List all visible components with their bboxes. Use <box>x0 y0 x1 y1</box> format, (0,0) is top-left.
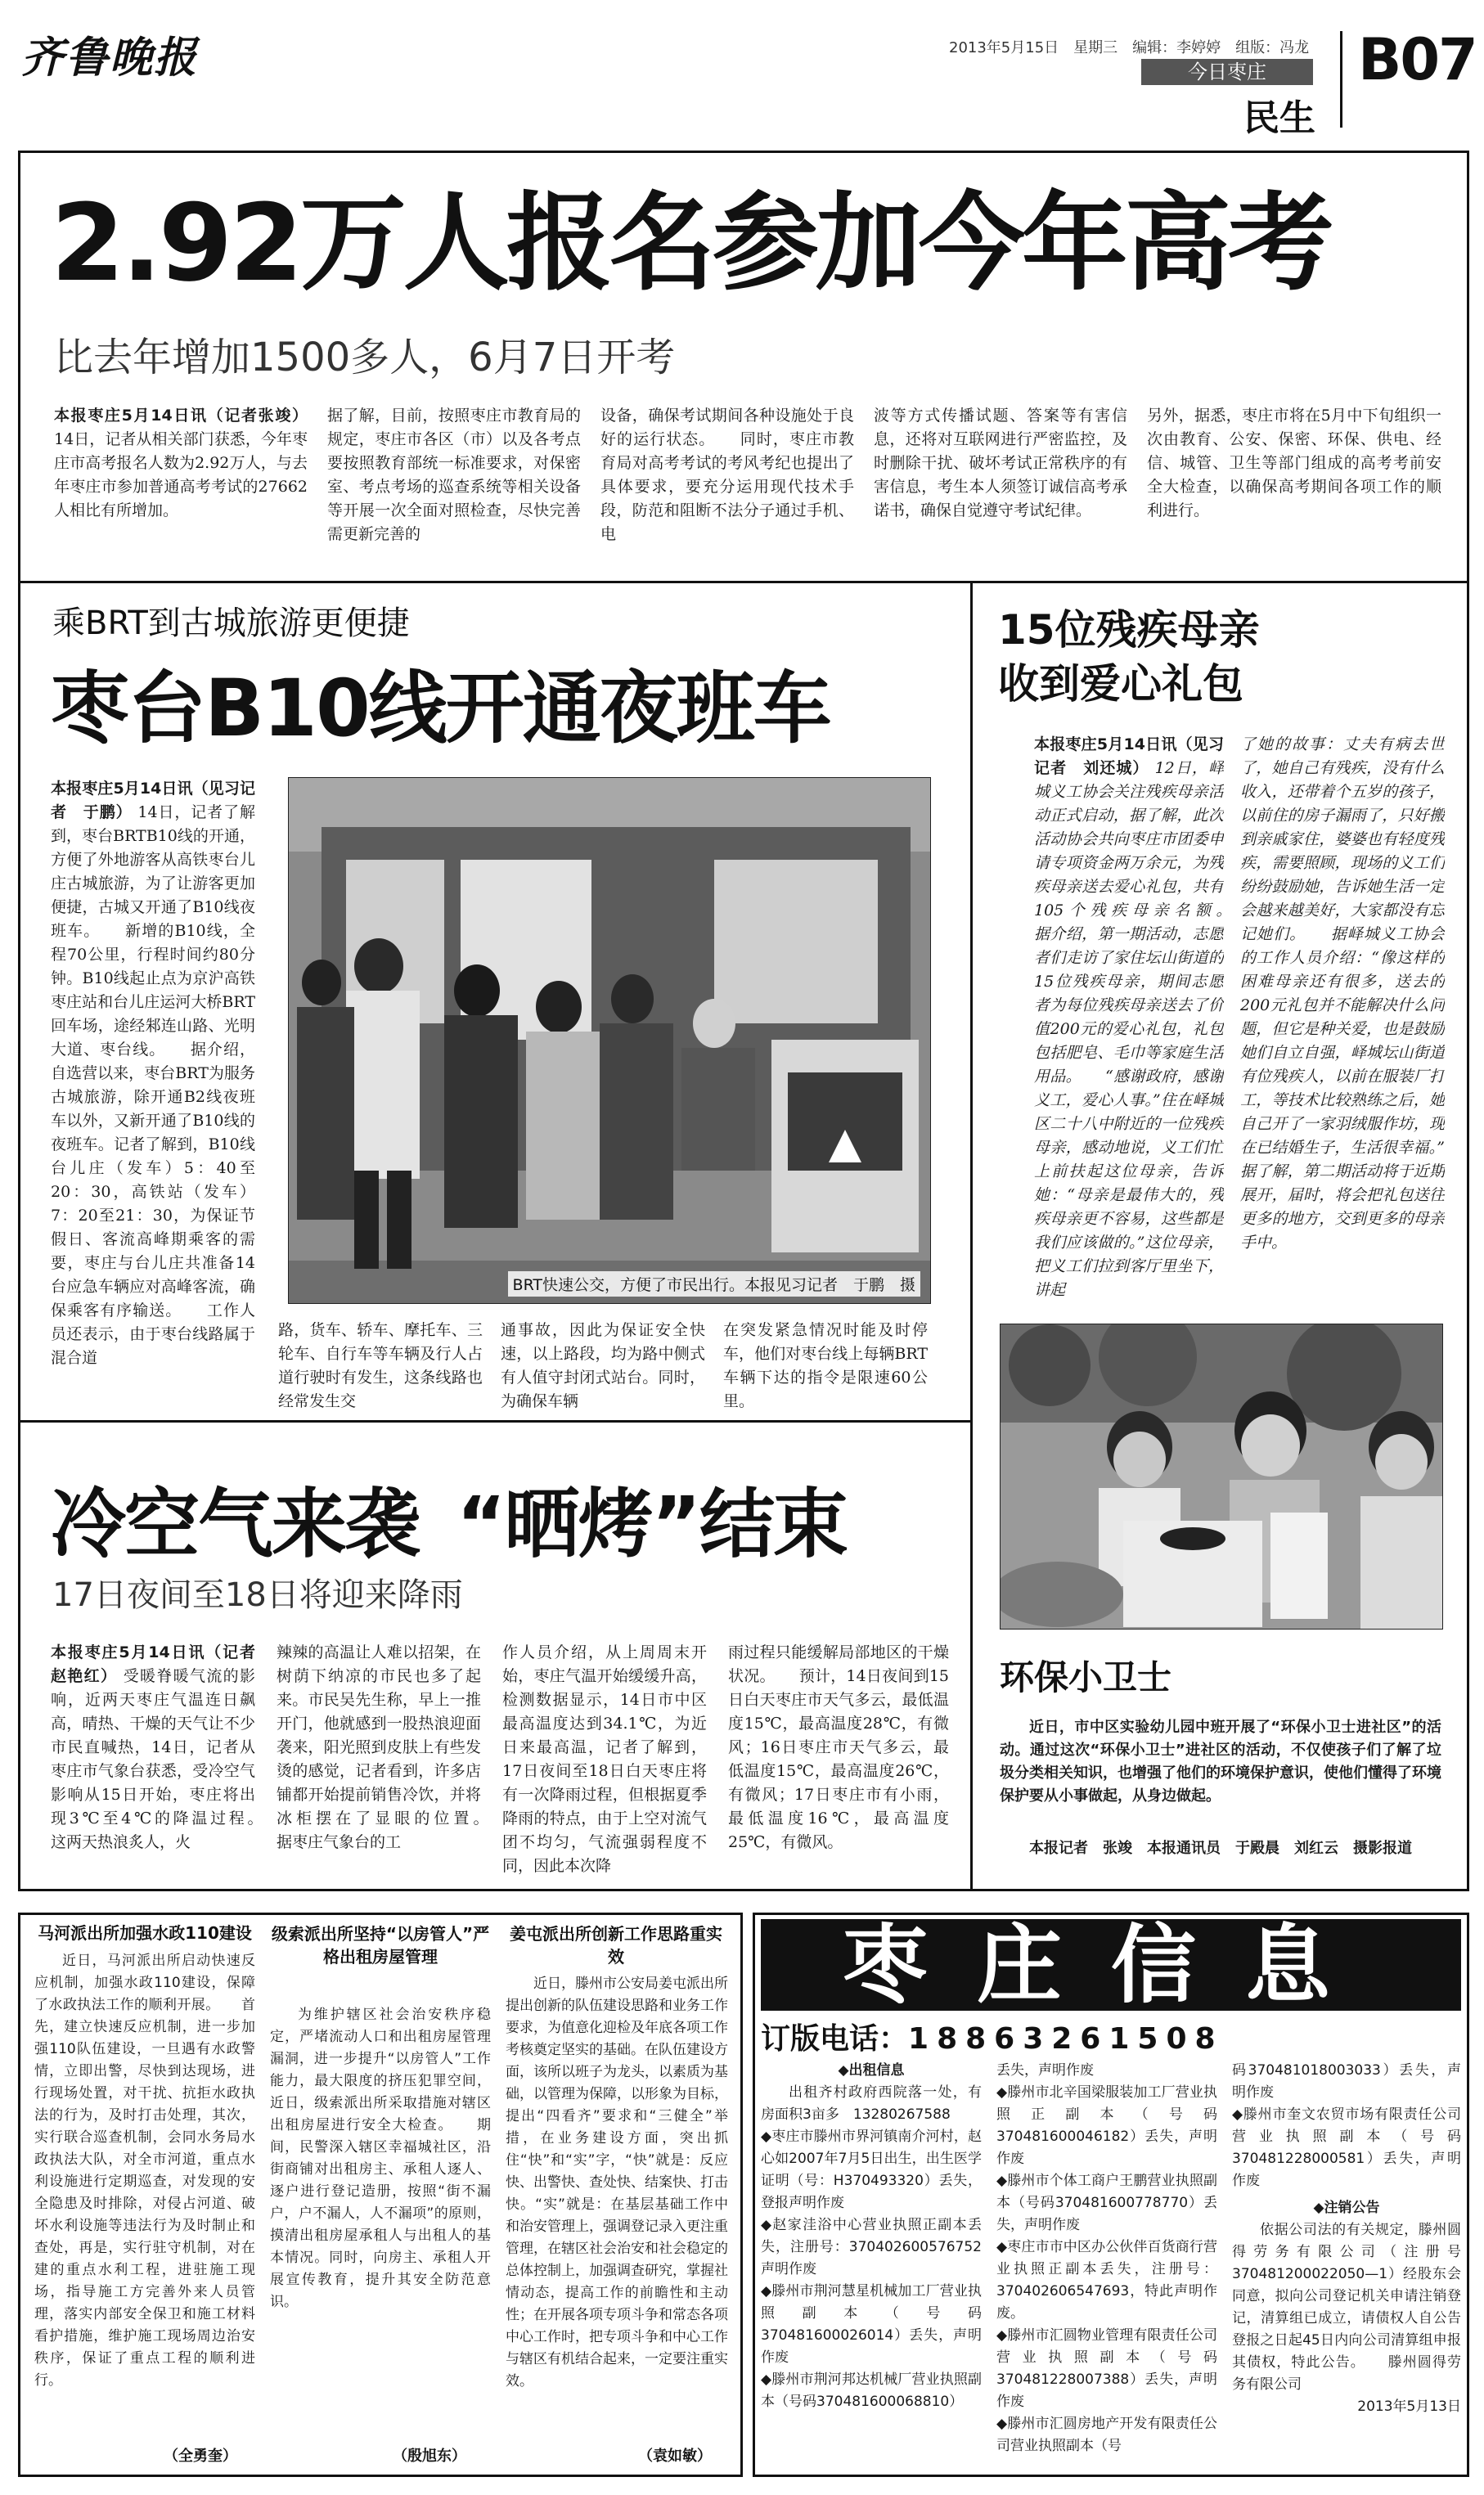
police-item-2-body: 为维护辖区社会治安秩序稳定，严堵流动人口和出租房屋管理漏洞，进一步提升“以房管人”工作能力，最大限度的挤压犯罪空间，近日，级索派出所采取措施对辖区出租房屋进行安全大检查。 期间，民警深入辖区幸福城社区，沿街商铺对出租房主、承租人逐人、逐户进行登记造册，按照“街不漏户，户不漏人，人不漏项”的原则，摸清出租房屋承租人与出租人的基本情况。同时，向房主、承租人开展宣传教育，提升其安全防范意识。 <box>270 2007 491 2310</box>
lead-column-2: 据了解，目前，按照枣庄市教育局的规定，枣庄市各区（市）以及各考点要按照教育部统一标准要求，对保密室、考点考场的巡查系统等相关设备等开展一次全面对照检查，尽快完善需更新完善的 <box>327 407 581 543</box>
date-line: 2013年5月15日 星期三 编辑：李婷婷 组版：冯龙 <box>949 39 1310 56</box>
brt-byline: 本报枣庄5月14日讯（见习记者 于鹏） <box>51 780 255 821</box>
brt-bus-photo <box>288 777 931 1304</box>
classifieds-col2-item-1: 丢失，声明作废 <box>996 2062 1094 2079</box>
classifieds-column-1 <box>761 2060 982 2469</box>
page-number: B07 <box>1358 26 1477 93</box>
weather-headline-part2: “晒烤”结束 <box>456 1481 847 1568</box>
classifieds-notice-heading: ◆注销公告 <box>1313 2200 1380 2216</box>
police-item-3-body: 近日，滕州市公安局姜屯派出所提出创新的队伍建设思路和业务工作要求，为值意化迎检及年底各项工作考核奠定坚实的基础。在队伍建设方面，该所以班子为龙头，以素质为基础，以管理为保障，以形象为目标，提出“四看齐”要求和“三健全”举措，在业务建设方面，突出抓住“快”和“实”字，“快”就是：反应快、出警快、查处快、结案快、打击快。“实”就是：在基层基础工作中和治安管理上，强调登记录入更注重管理，在辖区社会治安和社会稳定的总体控制上，加强调查研究，掌握社情动态，提高工作的前瞻性和主动性；在开展各项专项斗争和常态各项中心工作时，把专项斗争和中心工作与辖区有机结合起来，一定要注重实效。 <box>506 1976 728 2389</box>
mothers-column-1 <box>1034 733 1224 1322</box>
lead-column-3: 设备，确保考试期间各种设施处于良好的运行状态。 同时，枣庄市教育局对高考考试的考风考纪也提出了具体要求，要充分运用现代技术手段，防范和阻断不法分子通过手机、电 <box>600 407 854 543</box>
lead-column-1 <box>54 404 308 568</box>
classifieds-col2-item-6: ◆滕州市汇圆房地产开发有限责任公司营业执照副本（号 <box>996 2416 1217 2454</box>
lead-subhead: 比去年增加1500多人，6月7日开考 <box>54 335 676 380</box>
weather-column-2: 辣辣的高温让人难以招架，在树荫下纳凉的市民也多了起来。市民吴先生称，早上一推开门，他就感到一股热浪迎面袭来，阳光照到皮肤上有些发烫的感觉，记者看到，许多店铺都开始提前销售冷饮，并将冰柜摆在了显眼的位置。 据枣庄气象台的工 <box>277 1643 481 1851</box>
section-tab: 今日枣庄 <box>1141 59 1313 85</box>
police-item-3-signature: （袁如敏） <box>638 2448 712 2465</box>
kids-headline: 环保小卫士 <box>1000 1657 1172 1697</box>
weather-headline-part1: 冷空气来袭 <box>51 1481 420 1568</box>
brt-divider <box>18 1420 972 1423</box>
classifieds-col1-item-1: ◆枣庄市滕州市界河镇南介河村，赵心如2007年7月5日出生，出生医学证明（号：H370493320）丢失，登报声明作废 <box>761 2129 982 2211</box>
police-item-3-title: 姜屯派出所创新工作思路重实效 <box>510 1924 722 1967</box>
classifieds-col2-item-5: ◆滕州市汇圆物业管理有限责任公司营业执照副本（号码370481228007388）丢失，声明作废 <box>996 2327 1217 2410</box>
police-item-1-body: 近日，马河派出所启动快速反应机制，加强水政110建设，保障了水政执法工作的顺利开展。 首先，建立快速反应机制，进一步加强110队伍建设，一旦遇有水政警情，立即出警，尽快到达现场，进行现场处置，对干扰、抗拒水政执法的行为，及时打击处理，其次，实行联合巡查机制，会同水务局水政执法大队，对全市河道，重点水利设施进行定期巡查，对发现的安全隐患及时排除，对侵占河道、破坏水利设施等违法行为及时制止和查处，再是，实行驻守机制，对在建的重点水利工程，进驻施工现场，指导施工方完善外来人员管理，落实内部安全保卫和施工材料看护措施，维护施工现场周边治安秩序，保证了重点工程的顺利进行。 <box>34 1953 255 2389</box>
mothers-byline: 本报枣庄5月14日讯（见习记者 刘还城） <box>1034 735 1224 777</box>
brt-left-text: 14日，记者了解到，枣台BRTB10线的开通，方便了外地游客从高铁枣台儿庄古城旅游，为了让游客更加便捷，古城又开通了B10线夜班车。 新增的B10线，全程70公里，行程时间约80分钟。B10线起止点为京沪高铁枣庄站和台儿庄运河大桥BRT回车场，途经邾连山路、光明大道、枣台线。 据介绍，自选营以来，枣台BRT为服务古城旅游，除开通B2线夜班车以外，又新开通了B10线的夜班车。记者了解到，B10线台儿庄（发车）5：40至20：30，高铁站（发车）7：20至21：30，为保证节假日、客流高峰期乘客的需要，枣庄与台儿庄共准备14台应急车辆应对高峰客流，确保乘客有序输送。 工作人员还表示，由于枣台线路属于混合道 <box>51 803 255 1366</box>
brt-bottom-column-1: 路，货车、轿车、摩托车、三轮车、自行车等车辆及行人占道行驶时有发生，这条线路也经常发生交 <box>278 1321 483 1409</box>
kids-body: 近日，市中区实验幼儿园中班开展了“环保小卫士进社区”的活动。通过这次“环保小卫士”进社区的活动，不仅使孩子们了解了垃圾分类相关知识，也增强了他们的环境保护意识，使他们懂得了环境保护要从小事做起，从身边做起。 <box>1000 1719 1441 1805</box>
lead-headline: 2.92万人报名参加今年高考 <box>51 181 1331 305</box>
weather-column-4: 雨过程只能缓解局部地区的干燥状况。 预计，14日夜间到15日白天枣庄市天气多云，最低温度15℃，最高温度28℃，有微风；16日枣庄市天气多云，最低温度15℃，最高温度26℃，有微风；17日枣庄市有小雨，最低温度16℃，最高温度25℃，有微风。 <box>728 1643 949 1851</box>
lead-column-5: 另外，据悉，枣庄市将在5月中下旬组织一次由教育、公安、保密、环保、供电、经信、城管、卫生等部门组成的高考考前安全大检查，以确保高考期间各项工作的顺利进行。 <box>1147 407 1441 519</box>
police-item-1-signature: （全勇奎） <box>164 2448 237 2465</box>
lead-byline: 本报枣庄5月14日讯（记者张竣） <box>54 407 308 425</box>
classifieds-phone-number: 18863261508 <box>908 2022 1224 2056</box>
police-item-2-title: 级索派出所坚持“以房管人”严格出租房屋管理 <box>271 1924 490 1967</box>
classifieds-banner: 枣庄信息 <box>761 1919 1461 2011</box>
weather-byline: 本报枣庄5月14日讯（记者 赵艳红） <box>51 1643 255 1685</box>
classifieds-col1-item-3: ◆滕州市荆河慧星机械加工厂营业执照副本（号码370481600026014）丢失，声明作废 <box>761 2283 982 2366</box>
classifieds-col2-item-4: ◆枣庄市市中区办公伙伴百货商行营业执照正副本丢失，注册号：370402606547693，特此声明作废。 <box>996 2239 1217 2322</box>
classifieds-col1-item-2: ◆赵家洼浴中心营业执照正副本丢失，注册号：370402600576752声明作废 <box>761 2217 982 2277</box>
classifieds-phone-label: 订版电话： <box>761 2022 909 2056</box>
classifieds-col1-item-4: ◆滕州市荆河邦达机械厂营业执照副本（号码370481600068810） <box>761 2371 982 2410</box>
brt-headline: 枣台B10线开通夜班车 <box>51 663 830 754</box>
police-item-2-signature: （殷旭东） <box>393 2448 466 2465</box>
police-item-1-title: 马河派出所加强水政110建设 <box>38 1923 252 1943</box>
lead-divider <box>18 581 1469 583</box>
classifieds-phone <box>761 2016 1224 2057</box>
classifieds-notice-date: 2013年5月13日 <box>1357 2398 1461 2415</box>
lead-text-1: 14日，记者从相关部门获悉，今年枣庄市高考报名人数为2.92万人，与去年枣庄市参加普通高考考试的27662人相比有所增加。 <box>54 430 308 519</box>
weather-column-1 <box>51 1641 255 1886</box>
brt-photo-illustration <box>289 778 930 1303</box>
mothers-text-1: 12日，峄城义工协会关注残疾母亲活动正式启动，据了解，此次活动协会共向枣庄市团委申请专项资金两万余元，为残疾母亲送去爱心礼包，共有105个残疾母亲名额。 据介绍，第一期活动，志愿者们走访了家住坛山街道的15位残疾母亲，期间志愿者为每位残疾母亲送去了价值200元的爱心礼包，礼包包括肥皂、毛巾等家庭生活用品。 “感谢政府，感谢义工，爱心人事。”住在峄城区二十八中附近的一位残疾母亲，感动地说，义工们忙上前扶起这位母亲，告诉她：“母亲是最伟大的，残疾母亲更不容易，这些都是我们应该做的。”这位母亲，把义工们拉到客厅里坐下，讲起 <box>1034 759 1224 1299</box>
classifieds-col2-item-3: ◆滕州市个体工商户王鹏营业执照副本（号码370481600778770）丢失，声明作废 <box>996 2173 1217 2233</box>
weather-text-1: 受暖脊暖气流的影响，近两天枣庄气温连日飙高，晴热、干燥的天气让不少市民直喊热，14日，记者从枣庄市气象台获悉，受冷空气影响从15日开始，枣庄将出现3℃至4℃的降温过程。 这两天热浪炙人，火 <box>51 1667 255 1851</box>
classifieds-column-2 <box>996 2060 1217 2469</box>
brt-bottom-column-2: 通事故，因此为保证安全快速，以上路段，均为路中侧式有人值守封闭式站台。同时，为确保车辆 <box>501 1321 705 1409</box>
classifieds-notice-text: 依据公司法的有关规定，滕州圆得劳务有限公司（注册号370481200022050—1）经股东会同意，拟向公司登记机关申请注销登记，清算组已成立，请债权人自公告登报之日起45日内向公司清算组申报其债权，特此公告。 滕州圆得劳务有限公司 <box>1232 2222 1461 2393</box>
classifieds-rent-heading: ◆出租信息 <box>838 2062 905 2079</box>
lead-column-4: 波等方式传播试题、答案等有害信息，还将对互联网进行严密监控，及时删除干扰、破坏考试正常秩序的有害信息，考生本人须签订诚信高考承诺书，确保自觉遵守考试纪律。 <box>874 407 1127 519</box>
brt-photo-caption: BRT快速公交，方便了市民出行。本报见习记者 于鹏 摄 <box>508 1271 920 1297</box>
weather-headline <box>51 1464 847 1572</box>
brt-bottom-column-3: 在突发紧急情况时能及时停车，他们对枣台线上每辆BRT车辆下达的指令是限速60公里。 <box>723 1321 928 1409</box>
weather-column-3: 作人员介绍，从上周周末开始，枣庄气温开始缓缓升高，检测数据显示，14日市中区最高温度达到34.1℃，为近日来最高温，记者了解到，17日夜间至18日白天枣庄将有一次降雨过程，但根据夏季降雨的特点，由于上空对流气团不均匀，气流强弱程度不同，因此本次降 <box>502 1643 707 1875</box>
newspaper-logo: 齐鲁晚报 <box>21 33 199 83</box>
section-name: 民生 <box>1243 97 1315 139</box>
classifieds-column-3 <box>1232 2060 1461 2469</box>
kids-credit: 本报记者 张竣 本报通讯员 于殿晨 刘红云 摄影报道 <box>1029 1840 1412 1857</box>
mothers-headline-line1: 15位残疾母亲 <box>998 606 1260 654</box>
masthead-divider <box>1340 31 1342 128</box>
brt-left-column <box>51 777 255 1366</box>
classifieds-col3-item-2: ◆滕州市奎文农贸市场有限责任公司营业执照副本（号码370481228000581）丢失，声明作废 <box>1232 2106 1461 2189</box>
classifieds-rent-text: 出租齐村政府西院落一处，有房面积3亩多 13280267588 <box>761 2084 982 2123</box>
classifieds-col3-item-1: 码370481018003033）丢失，声明作废 <box>1232 2062 1461 2101</box>
kids-photo <box>1000 1324 1443 1630</box>
right-column-divider <box>970 581 973 1891</box>
weather-subhead: 17日夜间至18日将迎来降雨 <box>52 1576 463 1614</box>
classifieds-col2-item-2: ◆滕州市北辛国梁服装加工厂营业执照正副本（号码370481600046182）丢失，声明作废 <box>996 2084 1217 2167</box>
mothers-headline-line2: 收到爱心礼包 <box>998 660 1243 708</box>
mothers-column-2: 了她的故事：丈夫有病去世了，她自己有残疾，没有什么收入，还带着个五岁的孩子，以前住的房子漏雨了，只好搬到亲戚家住，婆婆也有轻度残疾，需要照顾，现场的义工们纷纷鼓励她，告诉她生活一定会越来越美好，大家都没有忘记她们。 据峄城义工协会的工作人员介绍：“像这样的困难母亲还有很多，送去的200元礼包并不能解决什么问题，但它是种关爱，也是鼓励她们自立自强，峄城坛山街道有位残疾人，以前在服装厂打工，等技术比较熟练之后，她自己开了一家羽绒服作坊，现在已结婚生子，生活很幸福。” 据了解，第二期活动将于近期展开，届时，将会把礼包送往更多的地方，交到更多的母亲手中。 <box>1240 735 1445 1252</box>
brt-kicker: 乘BRT到古城旅游更便捷 <box>52 605 410 642</box>
kids-photo-illustration <box>1001 1324 1442 1629</box>
